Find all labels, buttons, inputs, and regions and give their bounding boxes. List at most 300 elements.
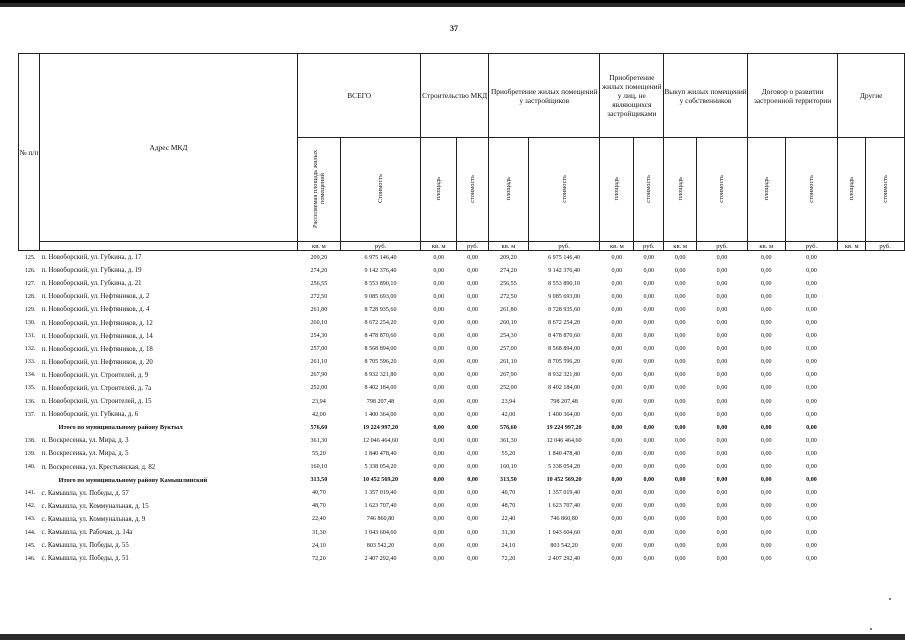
row-value: [838, 369, 866, 382]
row-value: 272,50: [500, 293, 517, 300]
table-row: [19, 500, 905, 513]
row-value: 0,00: [643, 385, 655, 392]
row-value: 10 452 569,20: [546, 477, 582, 484]
row-value: 23,94: [501, 398, 516, 405]
row-value: [838, 303, 866, 316]
row-value: 0,00: [716, 424, 728, 431]
row-value: 8 705 596,20: [364, 359, 397, 366]
row-number: 140.: [24, 464, 36, 471]
page-number: 37: [450, 24, 458, 33]
row-value: 0,00: [674, 437, 686, 444]
table-row: [19, 316, 905, 329]
row-value: 260,10: [310, 320, 328, 327]
unit-label: руб.: [866, 242, 905, 251]
row-value: 746 860,80: [550, 516, 578, 523]
unit-label: кв. м: [838, 242, 866, 251]
row-value: 798 207,48: [366, 398, 395, 405]
row-value: 0,00: [716, 542, 728, 549]
row-number: 145.: [24, 542, 36, 549]
row-value: 9 085 693,00: [548, 293, 581, 300]
bottom-border: [0, 634, 905, 640]
row-value: [838, 500, 866, 513]
row-address: п. Новоборский, ул. Губкина, д. 17: [39, 251, 297, 265]
row-value: 0,00: [433, 320, 445, 327]
subheader-area: площадь: [838, 138, 866, 242]
row-value: 0,00: [643, 529, 655, 536]
row-value: 0,00: [716, 477, 728, 484]
row-number: 141.: [24, 490, 36, 497]
row-value: 0,00: [643, 293, 655, 300]
row-value: 2 407 292,40: [364, 555, 397, 562]
row-value: 0,00: [716, 398, 728, 405]
row-value: 0,00: [674, 542, 686, 549]
row-value: 12 046 464,60: [362, 437, 399, 444]
unit-label: кв. м: [747, 242, 785, 251]
row-value: 72,20: [501, 555, 516, 562]
row-value: 576,60: [500, 424, 517, 431]
row-value: 48,70: [501, 503, 516, 510]
subheader-cost: стоимость: [866, 138, 905, 242]
row-value: 0,00: [467, 516, 478, 523]
row-value: 0,00: [716, 385, 728, 392]
row-address: с. Камышла, ул. Победы, д. 51: [41, 555, 129, 563]
row-value: 0,00: [467, 385, 478, 392]
row-value: 0,00: [433, 450, 445, 457]
row-value: [838, 264, 866, 277]
row-value: 0,00: [697, 251, 748, 265]
row-value: 0,00: [716, 359, 728, 366]
row-value: 0,00: [760, 450, 772, 457]
subheader-cost: стоимость: [697, 138, 748, 242]
row-address: п. Новоборский, ул. Нефтяников, д. 12: [41, 319, 153, 327]
row-address: п. Новоборский, ул. Строителей, д. 7а: [41, 384, 152, 392]
row-value: 257,00: [310, 346, 328, 353]
row-value: 0,00: [806, 385, 817, 392]
row-value: 0,00: [611, 320, 623, 327]
unit-label: руб.: [697, 242, 748, 251]
row-value: 0,00: [716, 333, 728, 340]
row-value: 267,90: [500, 372, 517, 379]
row-value: 0,00: [611, 346, 623, 353]
header-address: Адрес МКД: [39, 54, 297, 242]
row-number: 146.: [24, 555, 36, 562]
row-number: 130.: [24, 320, 36, 327]
row-value: 0,00: [806, 411, 817, 418]
row-value: 252,00: [310, 385, 328, 392]
row-value: 0,00: [643, 320, 655, 327]
row-value: 0,00: [806, 293, 817, 300]
row-value: 12 046 464,60: [546, 437, 582, 444]
row-number: 142.: [24, 503, 36, 510]
row-address: с. Камышла, ул. Коммунальная, д. 9: [41, 515, 146, 523]
row-value: 0,00: [611, 293, 623, 300]
row-value: 0,00: [760, 464, 772, 471]
row-value: 0,00: [760, 490, 772, 497]
row-value: 0,00: [747, 251, 785, 265]
subheader-cost: Стоимость: [340, 138, 421, 242]
row-value: [838, 395, 866, 408]
row-number: 127.: [24, 280, 36, 287]
row-value: 0,00: [806, 359, 817, 366]
row-value: 0,00: [760, 542, 772, 549]
row-value: 0,00: [643, 359, 655, 366]
row-value: 0,00: [600, 251, 634, 265]
row-value: 0,00: [433, 372, 445, 379]
row-value: 8 553 890,10: [364, 280, 397, 287]
row-value: 0,00: [611, 477, 623, 484]
row-value: 0,00: [716, 450, 728, 457]
row-value: 31,30: [501, 529, 516, 536]
row-value: 313,50: [310, 477, 328, 484]
table-row: [19, 461, 905, 474]
header-group-construction: Строительство МКД: [421, 54, 489, 138]
row-value: 1 043 604,60: [548, 529, 581, 536]
total-label: Итого по муниципальному району Камышлинский: [58, 476, 208, 484]
row-value: 22,40: [312, 516, 326, 523]
row-value: [838, 277, 866, 290]
row-value: [838, 421, 866, 434]
row-number: 133.: [24, 359, 36, 366]
row-value: 798 207,48: [550, 398, 578, 405]
unit-label: кв. м: [489, 242, 529, 251]
table-row: [19, 343, 905, 356]
table-row: [19, 330, 905, 343]
row-value: 6 975 146,40: [528, 251, 600, 265]
row-value: 19 224 997,20: [362, 424, 399, 431]
row-value: 257,00: [500, 346, 517, 353]
row-value: [866, 330, 905, 343]
row-value: 0,00: [674, 529, 686, 536]
row-value: 40,70: [312, 490, 326, 497]
row-value: 0,00: [467, 320, 478, 327]
row-value: 0,00: [716, 503, 728, 510]
row-value: 0,00: [674, 372, 686, 379]
row-value: 803 542,20: [550, 542, 578, 549]
row-value: [838, 487, 866, 500]
row-value: 0,00: [760, 280, 772, 287]
row-address: п. Новоборский, ул. Губкина, д. 21: [41, 280, 142, 288]
row-value: 0,00: [806, 333, 817, 340]
table-row: [19, 526, 905, 539]
row-value: 0,00: [760, 503, 772, 510]
row-value: 0,00: [433, 490, 445, 497]
row-value: 5 338 054,20: [364, 464, 397, 471]
row-value: 1 623 707,40: [364, 503, 397, 510]
row-value: 0,00: [806, 424, 817, 431]
row-value: 0,00: [716, 490, 728, 497]
row-value: 0,00: [433, 477, 445, 484]
row-value: 0,00: [760, 333, 772, 340]
row-value: 0,00: [806, 280, 817, 287]
row-value: 0,00: [467, 450, 478, 457]
row-address: п. Новоборский, ул. Нефтяников, д. 20: [41, 358, 153, 366]
table-row: [19, 356, 905, 369]
row-value: 0,00: [467, 267, 478, 274]
unit-label: кв. м: [664, 242, 697, 251]
row-value: 0,00: [806, 306, 817, 313]
row-value: 160,10: [500, 464, 517, 471]
scan-speck: [870, 628, 872, 630]
subheader-area: площадь: [600, 138, 634, 242]
row-value: 0,00: [467, 359, 478, 366]
row-value: 0,00: [643, 411, 655, 418]
table-row: [19, 290, 905, 303]
row-value: 274,20: [310, 267, 328, 274]
unit-label: руб.: [785, 242, 838, 251]
row-value: 261,80: [500, 306, 517, 313]
row-value: 0,00: [643, 477, 655, 484]
row-value: 0,00: [716, 280, 728, 287]
row-value: 0,00: [806, 320, 817, 327]
row-value: 0,00: [457, 251, 489, 265]
row-value: 8 478 870,60: [364, 333, 397, 340]
row-value: 0,00: [806, 503, 817, 510]
row-value: 0,00: [611, 503, 623, 510]
row-value: 0,00: [716, 516, 728, 523]
row-value: [866, 408, 905, 421]
row-value: 1 840 478,40: [364, 450, 397, 457]
row-value: 0,00: [467, 437, 478, 444]
row-value: 0,00: [760, 477, 772, 484]
row-value: 0,00: [433, 385, 445, 392]
row-value: 0,00: [674, 411, 686, 418]
row-value: 0,00: [674, 516, 686, 523]
row-value: [866, 303, 905, 316]
row-value: [866, 343, 905, 356]
row-number: 126.: [24, 267, 36, 274]
row-value: 274,20: [500, 267, 517, 274]
row-value: 0,00: [664, 251, 697, 265]
row-value: 24,10: [501, 542, 516, 549]
row-value: 0,00: [785, 251, 838, 265]
row-value: 0,00: [467, 280, 478, 287]
row-address: п. Воскресенка, ул. Крестьянская, д. 82: [41, 463, 156, 471]
row-value: 0,00: [760, 424, 772, 431]
row-value: 0,00: [674, 320, 686, 327]
row-value: 0,00: [467, 372, 478, 379]
row-value: 0,00: [760, 372, 772, 379]
row-value: 0,00: [467, 555, 478, 562]
row-value: 0,00: [760, 398, 772, 405]
row-value: [866, 513, 905, 526]
table-row: [19, 382, 905, 395]
row-value: 0,00: [643, 333, 655, 340]
row-value: 0,00: [467, 293, 478, 300]
row-value: 0,00: [806, 516, 817, 523]
row-value: 8 932 321,80: [548, 372, 581, 379]
row-value: 1 400 364,00: [548, 411, 581, 418]
row-value: 0,00: [433, 542, 445, 549]
row-value: 0,00: [433, 398, 445, 405]
row-value: 0,00: [611, 437, 623, 444]
row-value: [866, 434, 905, 447]
row-value: 0,00: [674, 424, 686, 431]
row-value: 0,00: [760, 437, 772, 444]
row-value: 0,00: [611, 490, 623, 497]
unit-label: кв. м: [298, 242, 341, 251]
row-value: 0,00: [806, 542, 817, 549]
row-value: 9 142 376,40: [364, 267, 397, 274]
row-value: 256,55: [310, 280, 328, 287]
row-value: 0,00: [674, 280, 686, 287]
subheader-area: площадь: [747, 138, 785, 242]
row-value: 8 705 596,20: [548, 359, 581, 366]
row-number: 134.: [24, 372, 36, 379]
row-value: 55,20: [312, 450, 326, 457]
table-row: [19, 251, 905, 265]
row-value: 0,00: [611, 333, 623, 340]
row-value: 19 224 997,20: [546, 424, 582, 431]
row-value: 0,00: [674, 306, 686, 313]
row-value: 0,00: [806, 529, 817, 536]
subheader-cost: стоимость: [634, 138, 664, 242]
row-value: 0,00: [806, 267, 817, 274]
row-value: 8 672 254,20: [548, 320, 581, 327]
row-value: 0,00: [716, 464, 728, 471]
row-value: 0,00: [643, 464, 655, 471]
subheader-area: Расселяемая площадь жилых помещений: [298, 138, 341, 242]
row-value: 0,00: [716, 529, 728, 536]
row-value: 0,00: [760, 385, 772, 392]
header-group-developers: Приобретение жилых помещений у застройщиков: [489, 54, 600, 138]
row-value: 0,00: [760, 293, 772, 300]
row-value: [866, 264, 905, 277]
row-value: [866, 552, 905, 565]
table-row: [19, 395, 905, 408]
row-value: 48,70: [312, 503, 326, 510]
row-address: п. Новоборский, ул. Нефтяников, д. 2: [41, 293, 150, 301]
row-address: с. Камышла, ул. Рабочая, д. 14а: [41, 529, 133, 537]
row-value: 0,00: [674, 398, 686, 405]
row-value: 0,00: [433, 280, 445, 287]
row-value: 160,10: [310, 464, 328, 471]
row-value: 0,00: [611, 398, 623, 405]
row-value: 0,00: [674, 555, 686, 562]
row-value: 0,00: [611, 372, 623, 379]
unit-label: руб.: [457, 242, 489, 251]
row-value: 0,00: [643, 450, 655, 457]
row-value: 267,90: [310, 372, 328, 379]
row-value: 5 338 054,20: [548, 464, 581, 471]
row-value: 0,00: [467, 477, 478, 484]
table-row: [19, 434, 905, 447]
unit-label: руб.: [528, 242, 600, 251]
subheader-cost: стоимость: [457, 138, 489, 242]
row-value: 0,00: [643, 398, 655, 405]
row-value: 0,00: [611, 516, 623, 523]
row-value: 0,00: [433, 503, 445, 510]
row-value: 0,00: [433, 333, 445, 340]
row-value: 0,00: [611, 306, 623, 313]
header-group-other: Другие: [838, 54, 905, 138]
row-value: 0,00: [674, 477, 686, 484]
row-value: 8 553 890,10: [548, 280, 581, 287]
row-value: 8 672 254,20: [364, 320, 397, 327]
row-value: [838, 474, 866, 487]
row-value: 0,00: [806, 372, 817, 379]
row-value: 0,00: [760, 411, 772, 418]
row-value: 0,00: [760, 346, 772, 353]
row-value: 361,30: [310, 437, 328, 444]
row-value: 0,00: [716, 306, 728, 313]
row-value: [866, 447, 905, 460]
row-value: [866, 382, 905, 395]
row-value: [838, 447, 866, 460]
row-value: 252,00: [500, 385, 517, 392]
row-value: [866, 461, 905, 474]
row-value: 0,00: [806, 450, 817, 457]
row-value: [866, 500, 905, 513]
row-value: 0,00: [674, 359, 686, 366]
scan-speck: [889, 598, 891, 600]
row-value: 2 407 292,40: [548, 555, 581, 562]
row-address: п. Новоборский, ул. Нефтяников, д. 4: [41, 306, 150, 314]
row-value: 0,00: [674, 464, 686, 471]
row-value: 209,20: [298, 251, 341, 265]
units-address-spacer: [39, 242, 297, 251]
row-value: 0,00: [433, 346, 445, 353]
row-value: 261,10: [310, 359, 328, 366]
row-value: 0,00: [674, 385, 686, 392]
row-value: 55,20: [501, 450, 516, 457]
subheader-area: площадь: [421, 138, 457, 242]
row-value: [866, 487, 905, 500]
row-value: 0,00: [433, 411, 445, 418]
row-address: п. Новоборский, ул. Губкина, д. 6: [41, 411, 139, 419]
row-value: 0,00: [643, 490, 655, 497]
table-row: [19, 408, 905, 421]
row-value: 0,00: [433, 437, 445, 444]
row-value: 0,00: [611, 450, 623, 457]
header-group-non-developers: Приобретение жилых помещений у лиц, не являющихся застройщиками: [600, 54, 664, 138]
row-value: [866, 474, 905, 487]
row-address: п. Новоборский, ул. Нефтяников, д. 14: [41, 332, 153, 340]
row-value: 0,00: [433, 306, 445, 313]
row-value: 803 542,20: [366, 542, 395, 549]
row-value: 42,00: [312, 411, 326, 418]
row-number: 135.: [24, 385, 36, 392]
row-value: 0,00: [716, 293, 728, 300]
row-value: 261,80: [310, 306, 328, 313]
row-value: 0,00: [674, 490, 686, 497]
subheader-cost: стоимость: [528, 138, 600, 242]
row-value: [838, 408, 866, 421]
row-value: 1 357 019,40: [364, 490, 397, 497]
row-value: 0,00: [643, 542, 655, 549]
row-value: 0,00: [674, 503, 686, 510]
total-row: [19, 421, 905, 434]
row-value: 22,40: [501, 516, 516, 523]
row-value: 9 085 693,00: [364, 293, 397, 300]
table-row: [19, 303, 905, 316]
row-number: 132.: [24, 346, 36, 353]
row-value: 0,00: [611, 424, 623, 431]
row-value: 0,00: [421, 251, 457, 265]
row-number: 143.: [24, 516, 36, 523]
row-value: 0,00: [716, 372, 728, 379]
row-value: 72,20: [312, 555, 326, 562]
row-address: с. Камышла, ул. Победы, д. 57: [41, 489, 129, 497]
row-value: 0,00: [643, 516, 655, 523]
row-value: 40,70: [501, 490, 516, 497]
row-value: 24,10: [312, 542, 326, 549]
row-value: 0,00: [433, 267, 445, 274]
row-number: 131.: [24, 333, 36, 340]
row-value: [866, 369, 905, 382]
row-value: 10 452 569,20: [362, 477, 399, 484]
row-value: 0,00: [467, 333, 478, 340]
row-value: 0,00: [467, 503, 478, 510]
